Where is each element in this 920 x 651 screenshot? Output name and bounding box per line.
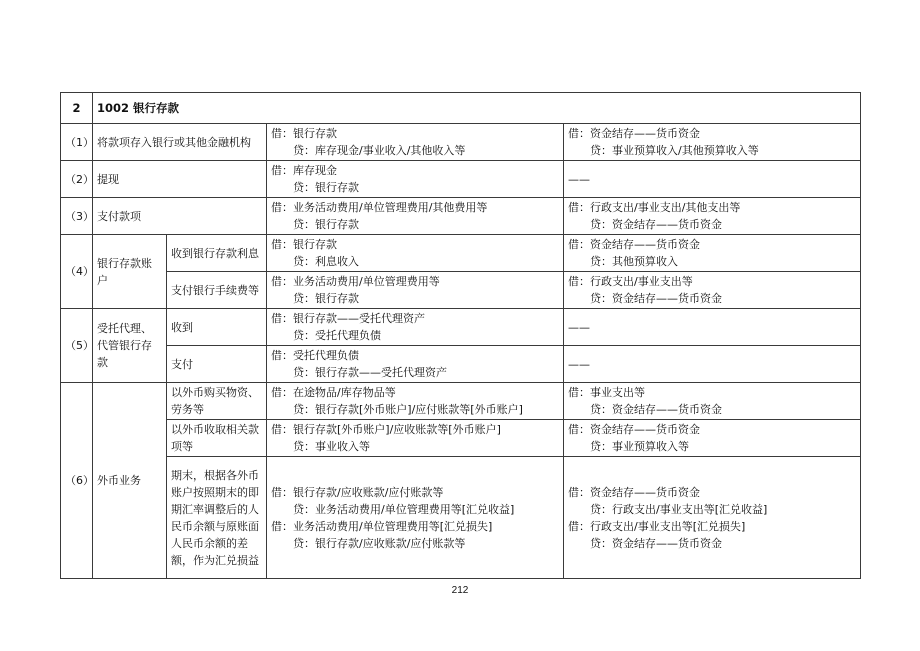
sub-item-label: 收到 xyxy=(167,309,267,346)
credit-line: 贷：事业收入等 xyxy=(293,440,370,453)
credit-line: 贷：银行存款[外币账户]/应付账款等[外币账户] xyxy=(293,403,523,416)
row-number: （4） xyxy=(61,235,93,309)
debit-line: 借：行政支出/事业支出等 xyxy=(568,275,693,288)
sub-item-label: 以外币收取相关款项等 xyxy=(167,420,267,457)
row-label: 提现 xyxy=(93,161,267,198)
financial-accounting-entry xyxy=(267,198,564,235)
credit-line: 贷：事业预算收入/其他预算收入等 xyxy=(590,144,759,157)
credit-line: 贷：利息收入 xyxy=(293,255,359,268)
entry-row xyxy=(61,420,861,457)
debit-line: 借：资金结存——货币资金 xyxy=(568,238,700,251)
debit-line: 借：资金结存——货币资金 xyxy=(568,423,700,436)
row-label: 将款项存入银行或其他金融机构 xyxy=(93,124,267,161)
financial-accounting-entry xyxy=(267,457,564,579)
financial-accounting-entry xyxy=(267,161,564,198)
sub-item-label: 以外币购买物资、劳务等 xyxy=(167,383,267,420)
financial-accounting-entry xyxy=(267,124,564,161)
sub-item-label: 期末，根据各外币账户按照期末的即期汇率调整后的人民币余额与原账面人民币余额的差额，作为汇兑损益 xyxy=(167,457,267,579)
entry-row xyxy=(61,309,861,346)
row-label: 支付款项 xyxy=(93,198,267,235)
financial-accounting-entry xyxy=(267,272,564,309)
entry-row xyxy=(61,383,861,420)
budget-accounting-entry xyxy=(564,457,861,579)
table-header-row xyxy=(61,93,861,124)
budget-accounting-entry xyxy=(564,309,861,346)
debit-line: 借：业务活动费用/单位管理费用等 xyxy=(271,275,440,288)
financial-accounting-entry xyxy=(267,346,564,383)
row-number: （3） xyxy=(61,198,93,235)
debit-line: 借：行政支出/事业支出等[汇兑损失] xyxy=(568,519,746,533)
debit-line: 借：业务活动费用/单位管理费用/其他费用等 xyxy=(271,201,488,214)
page-number: 212 xyxy=(451,585,469,596)
debit-line: 借：在途物品/库存物品等 xyxy=(271,386,396,399)
row-number: （2） xyxy=(61,161,93,198)
credit-line: 贷：资金结存——货币资金 xyxy=(590,292,722,305)
header-number: 2 xyxy=(61,93,93,124)
credit-line: 贷：银行存款 xyxy=(293,181,359,194)
row-number: （1） xyxy=(61,124,93,161)
credit-line: 贷：库存现金/事业收入/其他收入等 xyxy=(293,144,466,157)
debit-line: 借：资金结存——货币资金 xyxy=(568,127,700,140)
no-entry-dash: —— xyxy=(568,320,590,334)
debit-line: 借：事业支出等 xyxy=(568,386,645,399)
entry-row xyxy=(61,161,861,198)
debit-line: 借：银行存款——受托代理资产 xyxy=(271,312,425,325)
credit-line: 贷：银行存款——受托代理资产 xyxy=(293,366,447,379)
debit-line: 借：受托代理负债 xyxy=(271,349,359,362)
entry-row xyxy=(61,198,861,235)
budget-accounting-entry xyxy=(564,161,861,198)
debit-line: 借：业务活动费用/单位管理费用等[汇兑损失] xyxy=(271,519,493,533)
credit-line: 贷：银行存款 xyxy=(293,218,359,231)
financial-accounting-entry xyxy=(267,309,564,346)
credit-line: 贷：资金结存——货币资金 xyxy=(590,536,722,550)
financial-accounting-entry xyxy=(267,383,564,420)
budget-accounting-entry xyxy=(564,346,861,383)
accounting-entries-table xyxy=(60,92,861,579)
debit-line: 借：银行存款 xyxy=(271,127,337,140)
no-entry-dash: —— xyxy=(568,357,590,371)
credit-line: 贷：行政支出/事业支出等[汇兑收益] xyxy=(590,502,768,516)
header-title: 1002 银行存款 xyxy=(93,93,861,124)
sub-item-label: 支付银行手续费等 xyxy=(167,272,267,309)
entry-row xyxy=(61,346,861,383)
sub-item-label: 收到银行存款利息 xyxy=(167,235,267,272)
credit-line: 贷：银行存款/应收账款/应付账款等 xyxy=(293,536,466,550)
debit-line: 借：库存现金 xyxy=(271,164,337,177)
entry-row xyxy=(61,124,861,161)
debit-line: 借：银行存款 xyxy=(271,238,337,251)
credit-line: 贷：资金结存——货币资金 xyxy=(590,218,722,231)
no-entry-dash: —— xyxy=(568,172,590,186)
budget-accounting-entry xyxy=(564,235,861,272)
credit-line: 贷：银行存款 xyxy=(293,292,359,305)
financial-accounting-entry xyxy=(267,235,564,272)
row-number: （6） xyxy=(61,383,93,579)
entry-row xyxy=(61,272,861,309)
entry-row xyxy=(61,457,861,579)
budget-accounting-entry xyxy=(564,420,861,457)
budget-accounting-entry xyxy=(564,272,861,309)
row-number: （5） xyxy=(61,309,93,383)
row-label: 外币业务 xyxy=(93,383,167,579)
credit-line: 贷：其他预算收入 xyxy=(590,255,678,268)
credit-line: 贷：事业预算收入等 xyxy=(590,440,689,453)
debit-line: 借：银行存款[外币账户]/应收账款等[外币账户] xyxy=(271,423,501,436)
row-label: 银行存款账户 xyxy=(93,235,167,309)
row-label: 受托代理、代管银行存款 xyxy=(93,309,167,383)
budget-accounting-entry xyxy=(564,383,861,420)
financial-accounting-entry xyxy=(267,420,564,457)
budget-accounting-entry xyxy=(564,124,861,161)
credit-line: 贷：受托代理负债 xyxy=(293,329,381,342)
sub-item-label: 支付 xyxy=(167,346,267,383)
debit-line: 借：资金结存——货币资金 xyxy=(568,485,700,499)
entry-row xyxy=(61,235,861,272)
credit-line: 贷：资金结存——货币资金 xyxy=(590,403,722,416)
credit-line: 贷：业务活动费用/单位管理费用等[汇兑收益] xyxy=(293,502,515,516)
debit-line: 借：银行存款/应收账款/应付账款等 xyxy=(271,485,444,499)
debit-line: 借：行政支出/事业支出/其他支出等 xyxy=(568,201,741,214)
budget-accounting-entry xyxy=(564,198,861,235)
